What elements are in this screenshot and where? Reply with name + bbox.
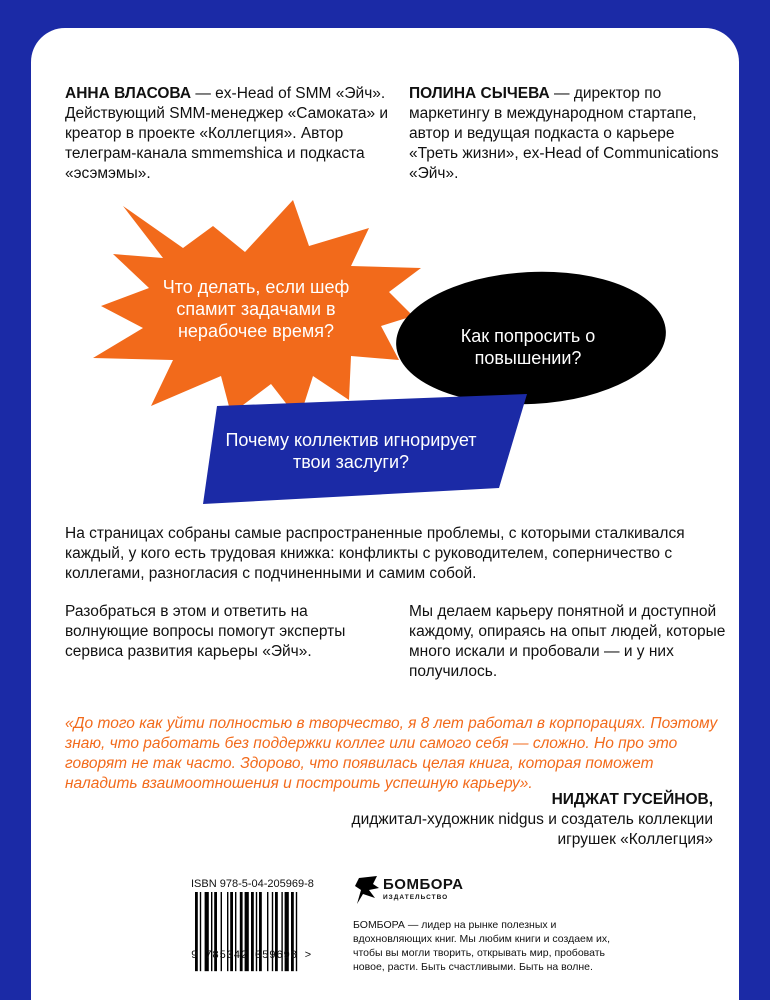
author-bio-anna bbox=[65, 84, 395, 184]
bombora-logo-icon bbox=[353, 874, 383, 910]
author-bio-polina bbox=[409, 84, 719, 184]
author-bio-anna-text: — ex-Head of SMM «Эйч». Действующий SMM-менеджер «Самоката» и креатор в проекте «Коллегция». Автор телеграм-канала smmemshica и подкаста «эсэмэмы». bbox=[65, 85, 389, 182]
cover-page bbox=[31, 28, 739, 1000]
intro-paragraph: На страницах собраны самые распространенные проблемы, с которыми сталкивался каждый, у кого есть трудовая книжка: конфликты с руководителем, соперничество с коллегами, разногласия с подчиненными и самим собой. bbox=[65, 525, 685, 582]
testimonial-author-name: НИДЖАТ ГУСЕЙНОВ, bbox=[551, 791, 713, 808]
author-name-anna: АННА ВЛАСОВА bbox=[65, 85, 192, 102]
mission-paragraph: Мы делаем карьеру понятной и доступной каждому, опираясь на опыт людей, которые много искали и пробовали — и у них получилось. bbox=[409, 603, 726, 680]
isbn-label: ISBN 978-5-04-205969-8 bbox=[191, 878, 314, 890]
author-bio-polina-text: — директор по маркетингу в международном стартапе, автор и ведущая подкаста о карьере «Треть жизни», ex-Head of Communications «Эйч». bbox=[409, 85, 719, 182]
experts-paragraph: Разобраться в этом и ответить на волнующие вопросы помогут эксперты сервиса развития карьеры «Эйч». bbox=[65, 603, 346, 660]
publisher-sub: ИЗДАТЕЛЬСТВО bbox=[383, 894, 449, 901]
isbn-digits: 9 785042 059698 > bbox=[191, 950, 312, 962]
testimonial-author-role: диджитал-художник nidgus и создатель коллекции игрушек «Коллегция» bbox=[351, 811, 713, 848]
author-name-polina: ПОЛИНА СЫЧЕВА bbox=[409, 85, 550, 102]
question-burst-text: Что делать, если шеф спамит задачами в нерабочее время? bbox=[162, 277, 350, 341]
question-shapes bbox=[31, 188, 739, 528]
publisher-name: БОМБОРА bbox=[383, 876, 464, 893]
testimonial-quote: «До того как уйти полностью в творчество, я 8 лет работал в корпорациях. Поэтому знаю, что работать без поддержки коллег или самого себя — сложно. Но про это говорят не так часто. Здорово, что появилась целая книга, которая поможет наладить взаимоотношения и построить успешную карьеру». bbox=[65, 715, 718, 792]
testimonial-author bbox=[313, 790, 713, 850]
question-ellipse-text: Как попросить о повышении? bbox=[460, 326, 596, 368]
publisher-blurb: БОМБОРА — лидер на рынке полезных и вдохновляющих книг. Мы любим книги и создаем их, чтобы вы могли творить, открывать мир, пробовать новое, расти. Быть счастливыми. Быть на волне. bbox=[353, 919, 611, 973]
question-rect-text: Почему коллектив игнорирует твои заслуги? bbox=[225, 430, 477, 472]
